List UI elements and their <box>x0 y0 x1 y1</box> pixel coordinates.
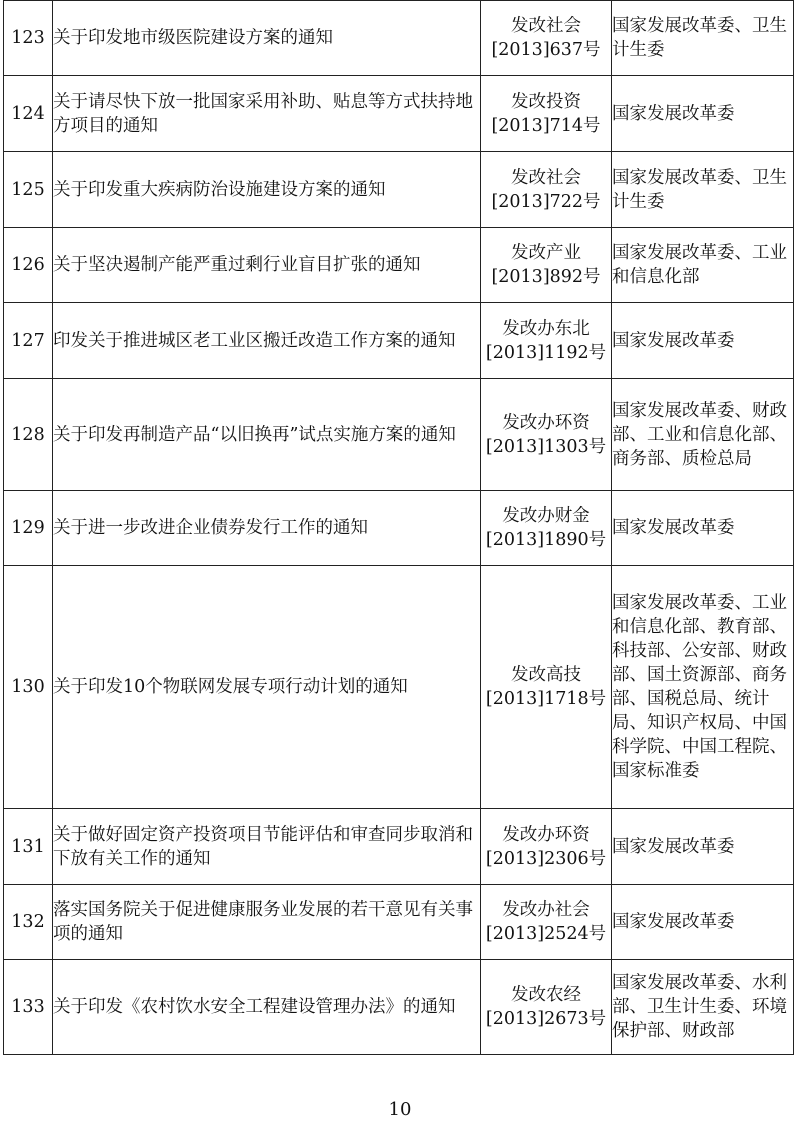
row-number: 123 <box>4 1 53 76</box>
issuing-department: 国家发展改革委 <box>612 76 794 152</box>
table-row <box>4 809 794 885</box>
issuing-department: 国家发展改革委、水利部、卫生计生委、环境保护部、财政部 <box>612 960 794 1055</box>
table-row <box>4 379 794 491</box>
document-number-prefix: 发改农经 <box>511 985 581 1005</box>
document-title: 关于印发重大疾病防治设施建设方案的通知 <box>53 152 481 228</box>
document-title: 关于印发再制造产品“以旧换再”试点实施方案的通知 <box>53 379 481 491</box>
row-number: 130 <box>4 566 53 809</box>
document-number-code: [2013]1890号 <box>485 530 607 550</box>
row-number: 131 <box>4 809 53 885</box>
row-number: 129 <box>4 491 53 566</box>
document-number <box>481 566 612 809</box>
row-number: 124 <box>4 76 53 152</box>
table-row <box>4 152 794 228</box>
document-number <box>481 491 612 566</box>
issuing-department: 国家发展改革委、财政部、工业和信息化部、商务部、质检总局 <box>612 379 794 491</box>
issuing-department: 国家发展改革委、卫生计生委 <box>612 152 794 228</box>
document-number <box>481 76 612 152</box>
table-row <box>4 1 794 76</box>
document-title: 关于印发《农村饮水安全工程建设管理办法》的通知 <box>53 960 481 1055</box>
row-number: 128 <box>4 379 53 491</box>
document-number <box>481 379 612 491</box>
document-number <box>481 303 612 379</box>
row-number: 133 <box>4 960 53 1055</box>
document-number-code: [2013]892号 <box>491 267 601 287</box>
issuing-department: 国家发展改革委 <box>612 491 794 566</box>
document-number-prefix: 发改社会 <box>511 167 581 188</box>
document-number-code: [2013]2673号 <box>485 1009 607 1029</box>
issuing-department: 国家发展改革委 <box>612 303 794 379</box>
issuing-department: 国家发展改革委、工业和信息化部、教育部、科技部、公安部、财政部、国土资源部、商务部、国税总局、统计局、知识产权局、中国科学院、中国工程院、国家标准委 <box>612 566 794 809</box>
document-number <box>481 152 612 228</box>
document-number-prefix: 发改产业 <box>511 243 581 263</box>
document-number-code: [2013]1192号 <box>485 342 607 363</box>
row-number: 132 <box>4 885 53 960</box>
document-number <box>481 960 612 1055</box>
page-number: 10 <box>388 1099 412 1120</box>
table-row <box>4 885 794 960</box>
document-title: 关于印发地市级医院建设方案的通知 <box>53 1 481 76</box>
document-number-code: [2013]1303号 <box>485 436 607 457</box>
document-table <box>3 0 794 1055</box>
table-row <box>4 228 794 303</box>
table-row <box>4 960 794 1055</box>
document-number <box>481 1 612 76</box>
document-number <box>481 885 612 960</box>
document-number-prefix: 发改社会 <box>511 16 581 36</box>
document-number-prefix: 发改办东北 <box>502 318 590 339</box>
table-row <box>4 491 794 566</box>
table-row <box>4 566 794 809</box>
document-number-code: [2013]1718号 <box>485 689 607 709</box>
issuing-department: 国家发展改革委、卫生计生委 <box>612 1 794 76</box>
document-title: 关于请尽快下放一批国家采用补助、贴息等方式扶持地方项目的通知 <box>53 76 481 152</box>
document-number-prefix: 发改办环资 <box>502 824 590 845</box>
document-number-code: [2013]2306号 <box>485 848 607 869</box>
document-number-code: [2013]714号 <box>491 115 601 136</box>
document-title: 落实国务院关于促进健康服务业发展的若干意见有关事项的通知 <box>53 885 481 960</box>
issuing-department: 国家发展改革委 <box>612 809 794 885</box>
issuing-department: 国家发展改革委 <box>612 885 794 960</box>
issuing-department: 国家发展改革委、工业和信息化部 <box>612 228 794 303</box>
document-title: 关于进一步改进企业债券发行工作的通知 <box>53 491 481 566</box>
document-number-code: [2013]2524号 <box>485 924 607 944</box>
row-number: 127 <box>4 303 53 379</box>
row-number: 126 <box>4 228 53 303</box>
document-title: 印发关于推进城区老工业区搬迁改造工作方案的通知 <box>53 303 481 379</box>
document-number-code: [2013]637号 <box>491 40 601 60</box>
document-title: 关于做好固定资产投资项目节能评估和审查同步取消和下放有关工作的通知 <box>53 809 481 885</box>
document-number <box>481 809 612 885</box>
document-number <box>481 228 612 303</box>
table-row <box>4 76 794 152</box>
document-number-prefix: 发改办环资 <box>502 412 590 433</box>
document-number-code: [2013]722号 <box>491 191 601 212</box>
document-number-prefix: 发改投资 <box>511 91 581 112</box>
document-number-prefix: 发改高技 <box>511 665 581 685</box>
document-title: 关于印发10个物联网发展专项行动计划的通知 <box>53 566 481 809</box>
document-title: 关于坚决遏制产能严重过剩行业盲目扩张的通知 <box>53 228 481 303</box>
document-number-prefix: 发改办社会 <box>502 900 590 920</box>
row-number: 125 <box>4 152 53 228</box>
table-row <box>4 303 794 379</box>
document-number-prefix: 发改办财金 <box>502 506 590 526</box>
